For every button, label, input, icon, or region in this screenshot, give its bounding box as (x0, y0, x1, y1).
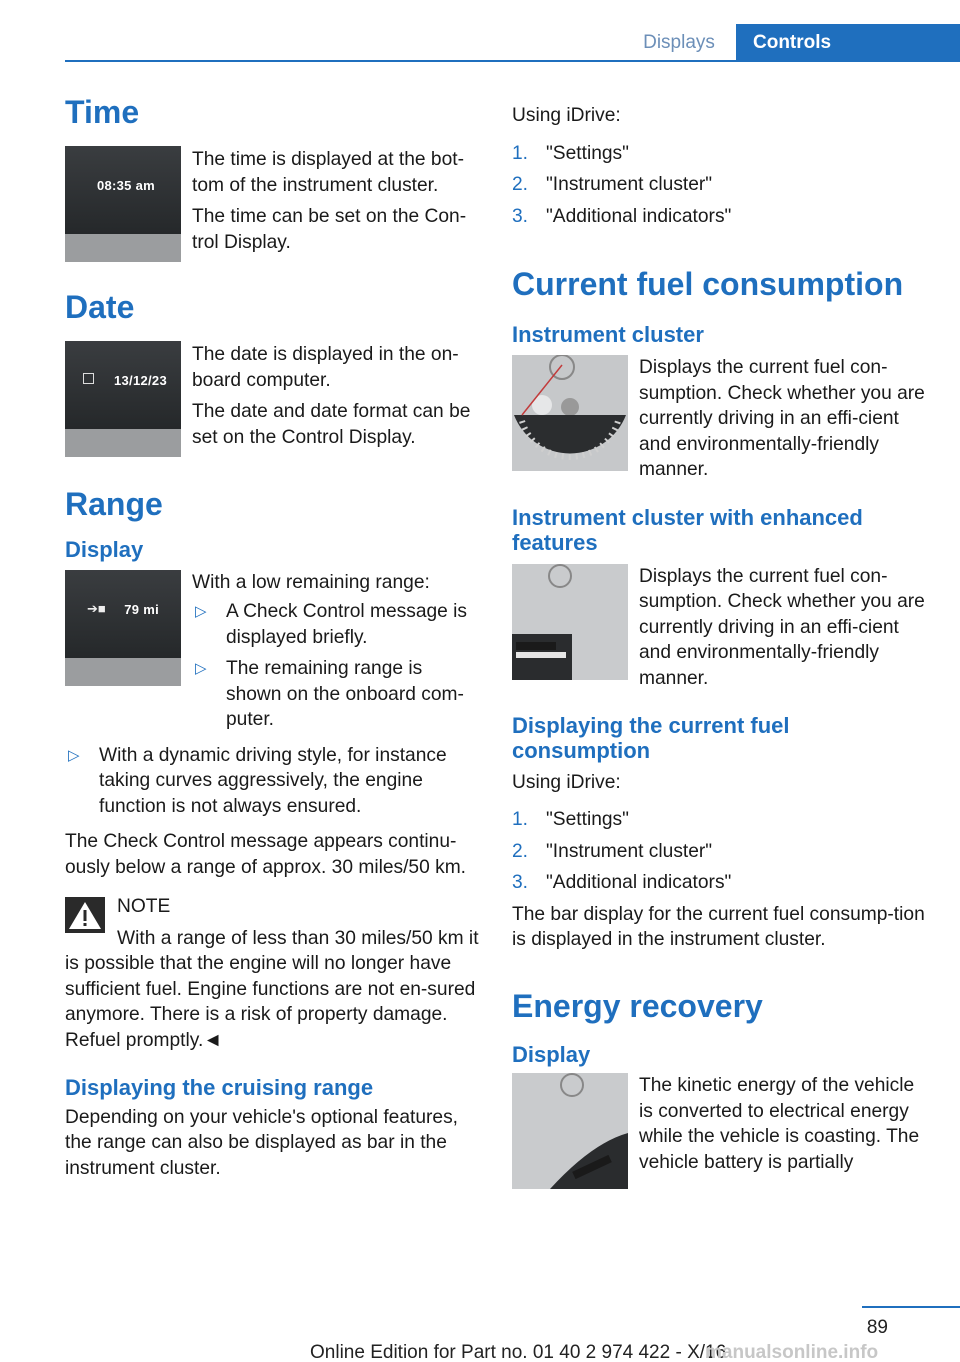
step-label: "Instrument cluster" (546, 174, 713, 195)
list-item: ▷ The remaining range is shown on the onboard com-puter. (192, 656, 483, 733)
idrive-steps (512, 141, 932, 230)
date-section (65, 290, 483, 457)
enhanced-gauge-image (512, 564, 628, 680)
step-label: "Settings" (546, 142, 629, 164)
time-text-2: The time can be set on the Con-trol Display. (192, 206, 467, 253)
step-number: 1. (512, 809, 529, 831)
note-title: NOTE (117, 896, 171, 918)
date-display-image (65, 341, 181, 457)
calendar-icon (83, 373, 94, 384)
step-number: 2. (512, 174, 529, 195)
list-item (512, 839, 932, 865)
edition-text: Online Edition for Part no. 01 40 2 974 422 - X/16 (310, 1342, 727, 1362)
time-display-image (65, 146, 181, 262)
instrument-cluster-subheading: Instrument cluster (512, 322, 704, 348)
range-readout: 79 mi (124, 601, 159, 617)
range-section (65, 487, 483, 1181)
step-number: 3. (512, 872, 529, 894)
display-fuel-subheading: Displaying the current fuel consumption (512, 713, 790, 764)
list-item (512, 807, 932, 833)
left-column (65, 95, 483, 1181)
enhanced-cluster-subheading: Instrument cluster with enhanced features (512, 504, 863, 556)
footer-rule (862, 1306, 960, 1308)
range-bullet-list-wide (65, 743, 483, 820)
step-number: 3. (512, 205, 529, 227)
note-block (65, 894, 483, 1053)
list-item: ▷ A Check Control message is displayed briefly. (192, 599, 483, 650)
energy-display-subheading: Display (512, 1041, 591, 1067)
step-number: 2. (512, 840, 529, 862)
instrument-cluster-text: Displays the current fuel con-sumption. Check whether you are currently driving in an effi-cient and environmentally-friendly manner. (639, 357, 925, 481)
idrive-intro-2: Using iDrive: (512, 771, 621, 793)
list-item (512, 870, 932, 896)
date-heading: Date (65, 289, 135, 326)
idrive-steps-2 (512, 807, 932, 896)
watermark: manualsonline.info (705, 1342, 879, 1362)
idrive-intro: Using iDrive: (512, 105, 621, 126)
cruising-range-heading: Displaying the cruising range (65, 1075, 374, 1101)
tab-displays[interactable]: Displays (643, 32, 715, 53)
right-column (512, 95, 932, 1189)
range-intro: With a low remaining range: (192, 571, 430, 593)
check-control-text: The Check Control message appears continu-ously below a range of approx. 30 miles/50 km. (65, 831, 467, 878)
time-heading: Time (65, 94, 140, 130)
date-text-2: The date and date format can be set on the Control Display. (192, 401, 471, 448)
list-item (512, 141, 932, 167)
header-rule (65, 60, 960, 62)
step-number: 1. (512, 142, 529, 164)
date-text-1: The date is displayed in the on-board computer. (192, 344, 459, 391)
date-readout: 13/12/23 (113, 373, 167, 389)
range-bullet-list (192, 599, 483, 733)
page-number: 89 (866, 1317, 888, 1338)
bar-display-text: The bar display for the current fuel consump-tion is displayed in the instrument cluster. (512, 903, 925, 951)
cruising-range-text: Depending on your vehicle's optional features, the range can also be displayed as bar in the instrument cluster. (65, 1106, 458, 1179)
time-text-1: The time is displayed at the bot-tom of the instrument cluster. (192, 149, 464, 196)
energy-recovery-text: The kinetic energy of the vehicle is converted to electrical energy while the vehicle is coasting. The vehicle battery is partially (639, 1075, 920, 1173)
list-item (512, 172, 932, 198)
step-label: "Instrument cluster" (546, 840, 713, 862)
fuel-pump-icon: ➔■ (87, 600, 106, 616)
time-readout: 08:35 am (96, 178, 155, 194)
list-item (512, 204, 932, 230)
range-heading: Range (65, 486, 163, 523)
step-label: "Additional indicators" (546, 872, 732, 894)
step-label: "Additional indicators" (546, 205, 732, 227)
enhanced-cluster-text: Displays the current fuel con-sumption. Check whether you are currently driving in an effi-cient and environmentally-friendly manner. (639, 565, 925, 689)
energy-recovery-heading: Energy recovery (512, 987, 763, 1024)
fuel-consumption-heading: Current fuel consumption (512, 266, 904, 302)
range-display-subheading: Display (65, 536, 144, 562)
step-label: "Settings" (546, 809, 629, 831)
list-item: ▷ With a dynamic driving style, for instance taking curves aggressively, the engine function is not always ensured. (65, 743, 483, 820)
energy-gauge-image (512, 1073, 628, 1189)
warning-icon (65, 897, 105, 933)
tab-controls[interactable]: Controls (736, 24, 960, 62)
gauge-image (512, 355, 628, 471)
range-display-image (65, 570, 181, 686)
time-section (65, 95, 483, 262)
note-text: With a range of less than 30 miles/50 km it is possible that the engine will no longer have sufficient fuel. Engine functions are not en-sured anymore. There is a risk of property damage. Refuel promptly.◄ (65, 927, 479, 1051)
